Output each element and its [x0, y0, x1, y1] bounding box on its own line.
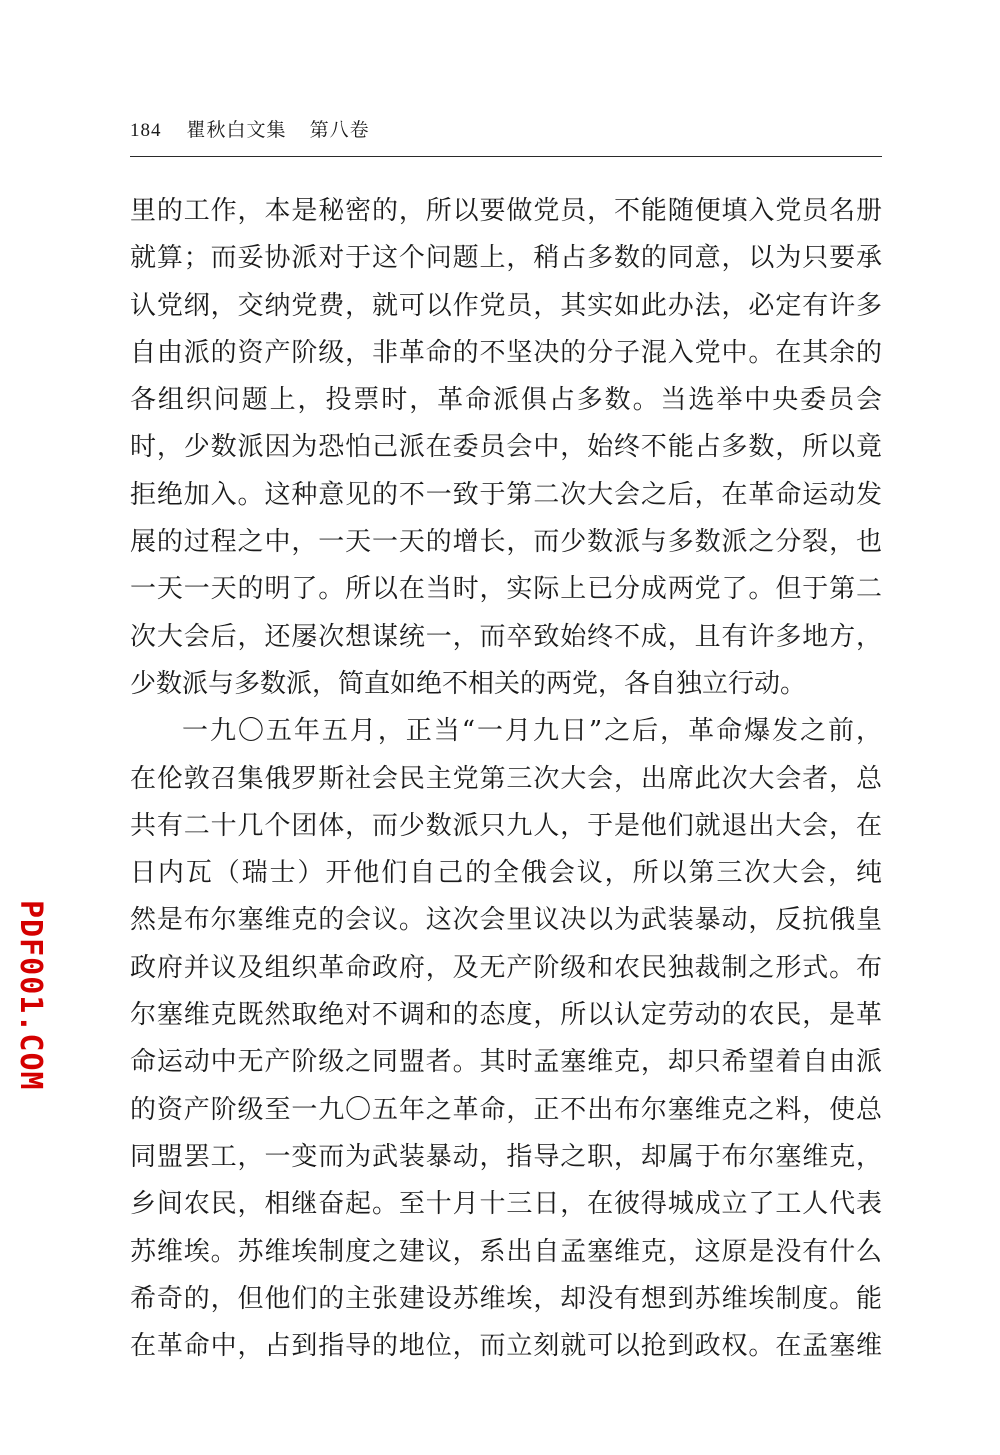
text-line: 在伦敦召集俄罗斯社会民主党第三次大会，出席此次大会者，总	[130, 763, 882, 794]
watermark: PDF001.COM	[13, 900, 48, 1091]
text-line: 一天一天的明了。所以在当时，实际上已分成两党了。但于第二	[130, 574, 882, 605]
header-rule	[130, 156, 882, 157]
text-line: 日内瓦（瑞士）开他们自己的全俄会议，所以第三次大会，纯	[130, 858, 882, 889]
paragraph-2	[130, 708, 882, 1370]
text-line: 拒绝加入。这种意见的不一致于第二次大会之后，在革命运动发	[130, 479, 882, 510]
text-line: 苏维埃。苏维埃制度之建议，系出自孟塞维克，这原是没有什么	[130, 1236, 882, 1267]
text-line: 展的过程之中，一天一天的增长，而少数派与多数派之分裂，也	[130, 527, 882, 558]
text-line: 共有二十几个团体，而少数派只九人，于是他们就退出大会，在	[130, 810, 882, 841]
text-line: 然是布尔塞维克的会议。这次会里议决以为武装暴动，反抗俄皇	[130, 905, 882, 936]
book-title: 瞿秋白文集	[186, 119, 287, 141]
text-line: 认党纲，交纳党费，就可以作党员，其实如此办法，必定有许多	[130, 290, 882, 321]
text-line: 自由派的资产阶级，非革命的不坚决的分子混入党中。在其余的	[130, 337, 882, 368]
text-line: 各组织问题上，投票时，革命派俱占多数。当选举中央委员会	[130, 385, 882, 416]
text-line: 乡间农民，相继奋起。至十月十三日，在彼得城成立了工人代表	[130, 1189, 882, 1220]
paragraph-1	[130, 188, 882, 708]
page-number: 184	[130, 120, 162, 141]
text-line: 的资产阶级至一九〇五年之革命，正不出布尔塞维克之料，使总	[130, 1094, 882, 1125]
text-line: 少数派与多数派，简直如绝不相关的两党，各自独立行动。	[130, 668, 807, 699]
text-line: 在革命中，占到指导的地位，而立刻就可以抢到政权。在孟塞维	[130, 1331, 882, 1362]
body-text	[130, 188, 882, 1370]
text-line: 政府并议及组织革命政府，及无产阶级和农民独裁制之形式。布	[130, 952, 882, 983]
text-line: 同盟罢工，一变而为武装暴动，指导之职，却属于布尔塞维克，	[130, 1141, 882, 1172]
text-line: 尔塞维克既然取绝对不调和的态度，所以认定劳动的农民，是革	[130, 1000, 882, 1031]
text-line: 里的工作，本是秘密的，所以要做党员，不能随便填入党员名册	[130, 196, 882, 226]
volume-label: 第八卷	[309, 119, 370, 141]
running-header	[130, 116, 882, 152]
text-line: 次大会后，还屡次想谋统一，而卒致始终不成，且有许多地方，	[130, 621, 882, 652]
text-line: 命运动中无产阶级之同盟者。其时孟塞维克，却只希望着自由派	[130, 1047, 882, 1078]
text-line: 希奇的，但他们的主张建设苏维埃，却没有想到苏维埃制度。能	[130, 1283, 882, 1314]
text-line: 一九〇五年五月，正当“一月九日”之后，革命爆发之前，	[182, 716, 882, 747]
text-line: 就算；而妥协派对于这个问题上，稍占多数的同意，以为只要承	[130, 243, 882, 274]
text-line: 时，少数派因为恐怕己派在委员会中，始终不能占多数，所以竟	[130, 432, 882, 463]
